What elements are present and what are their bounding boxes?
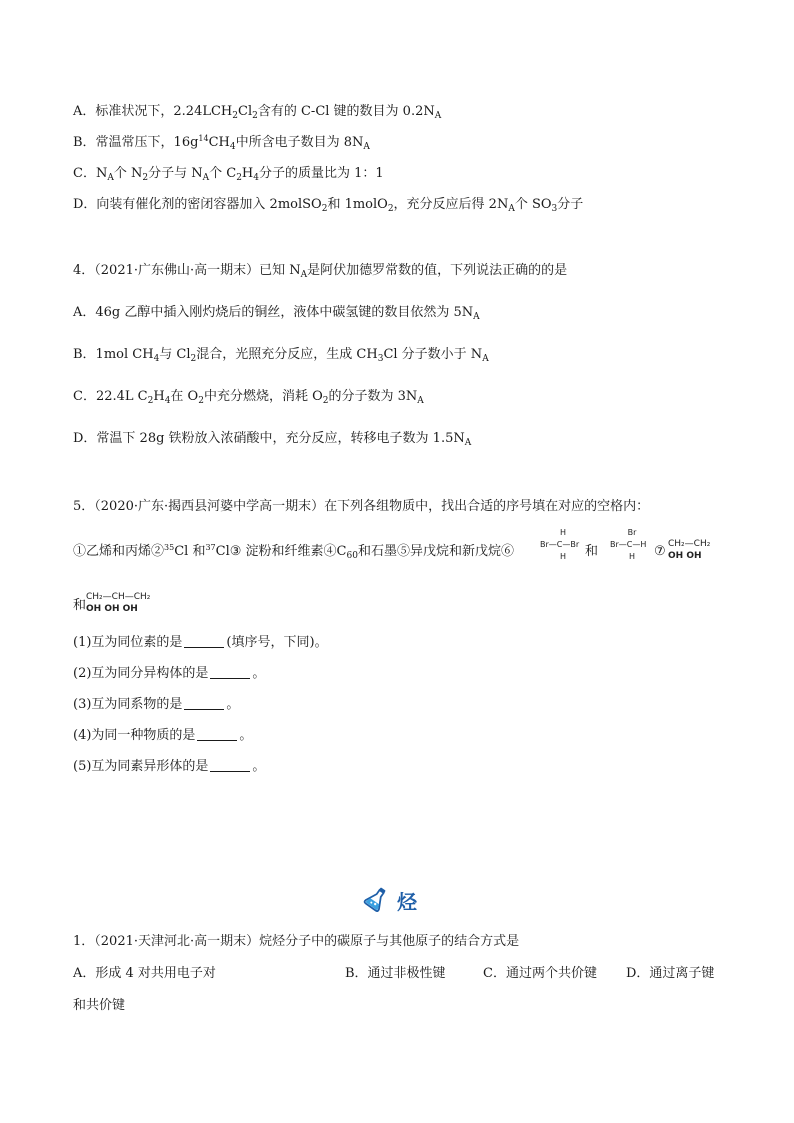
answer-blank[interactable] bbox=[184, 634, 224, 648]
q5-and-2: 和 bbox=[73, 598, 87, 613]
alkane-q1-option-d-continued: 和共价键 bbox=[73, 998, 126, 1013]
dibromomethane-structure-b: Br Br—C—H H bbox=[610, 528, 647, 561]
q5-number-7: ⑦ bbox=[654, 544, 666, 559]
answer-blank[interactable] bbox=[184, 696, 224, 710]
q5-subquestion-4: (4)为同一种物质的是 。 bbox=[73, 728, 253, 743]
q5-subquestion-5: (5)互为同素异形体的是 。 bbox=[73, 759, 266, 774]
q3-option-b: B．常温常压下，$16g^{14}CH_4$中所含电子数目为 $8N_A$ bbox=[73, 134, 370, 152]
ethylene-glycol-structure: CH₂—CH₂ OH OH bbox=[668, 539, 711, 561]
alkane-q1-option-b: B．通过非极性键 bbox=[345, 966, 446, 981]
alkane-q1-option-a: A．形成 4 对共用电子对 bbox=[73, 966, 216, 981]
dibromomethane-structure-a: H Br—C—Br H bbox=[540, 528, 580, 561]
q3-option-c: C．$N_A$个 $N_2$分子与 $N_A$个 $C_2H_4$分子的质量比为 1：1 bbox=[73, 166, 384, 183]
q4-option-a: A．46g 乙醇中插入刚灼烧后的铜丝，液体中碳氢键的数目依然为 $5N_A$ bbox=[73, 305, 480, 322]
q4-option-b: B．1mol $CH_4$与 $Cl_2$混合，光照充分反应，生成 $CH_3Cl$ 分子数小于 $N_A$ bbox=[73, 347, 489, 364]
q3-option-a: A．标准状况下，$2.24LCH_2Cl_2$含有的 C-Cl 键的数目为 $0.2N_A$ bbox=[73, 104, 442, 121]
alkane-q1-option-c: C．通过两个共价键 bbox=[483, 966, 597, 981]
answer-blank[interactable] bbox=[197, 727, 237, 741]
answer-blank[interactable] bbox=[210, 665, 250, 679]
q4-option-d: D．常温下 28g 铁粉放入浓硝酸中，充分反应，转移电子数为 $1.5N_A$ bbox=[73, 431, 472, 448]
q5-subquestion-3: (3)互为同系物的是 。 bbox=[73, 697, 240, 712]
answer-blank[interactable] bbox=[210, 758, 250, 772]
glycerol-structure: CH₂—CH—CH₂ OH OH OH bbox=[86, 592, 151, 614]
q3-option-d: D．向装有催化剂的密闭容器加入 2molSO$_2$和 1molO$_2$，充分反应后得 $2N_A$个 $SO_3$分子 bbox=[73, 197, 584, 214]
q5-subquestion-1: (1)互为同位素的是 (填序号，下同)。 bbox=[73, 635, 328, 650]
q5-stem: 5．（2020·广东·揭西县河婆中学高一期末）在下列各组物质中，找出合适的序号填在对应的空格内： bbox=[73, 499, 650, 514]
section-heading bbox=[363, 884, 417, 916]
q5-and-1: 和 bbox=[585, 544, 599, 559]
flask-icon bbox=[363, 884, 391, 916]
q4-option-c: C．22.4L $C_2H_4$在 $O_2$中充分燃烧，消耗 $O_2$的分子数为 $3N_A$ bbox=[73, 389, 424, 406]
q5-items-line: ①乙烯和丙烯②$^{35}$Cl 和$^{37}$Cl③ 淀粉和纤维素$④C_{60}$和石墨⑤异戊烷和新戊烷⑥ bbox=[73, 543, 514, 561]
alkane-q1-stem: 1．（2021·天津河北·高一期末）烷烃分子中的碳原子与其他原子的结合方式是 bbox=[73, 934, 520, 949]
alkane-q1-option-d: D．通过离子键 bbox=[626, 966, 715, 981]
section-title: 烃 bbox=[397, 889, 417, 914]
q5-subquestion-2: (2)互为同分异构体的是 。 bbox=[73, 666, 266, 681]
q4-stem: 4．（2021·广东佛山·高一期末）已知 $N_A$是阿伏加德罗常数的值，下列说法正确的的是 bbox=[73, 263, 568, 280]
